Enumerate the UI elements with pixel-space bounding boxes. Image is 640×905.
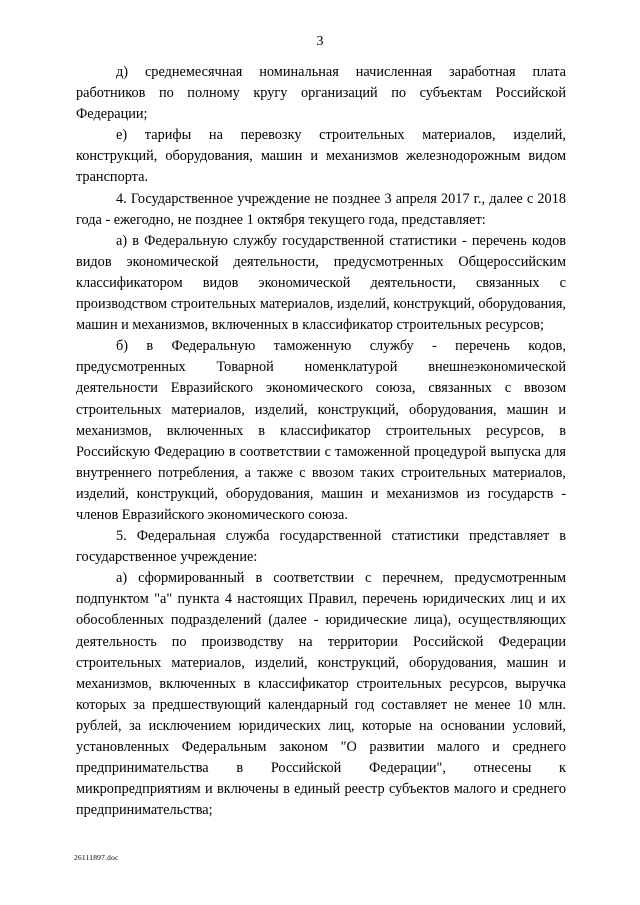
paragraph-5a: а) сформированный в соответствии с перечнем, предусмотренным подпунктом "а" пункта 4 настоящих Правил, перечень юридических лиц и их обособленных подразделений (далее - юридические лица), осуществляющих деятельность по производству на территории Российской Федерации строительных материалов, изделий, конструкций, оборудования, машин и механизмов, включенных в классификатор строительных ресурсов, выручка которых за предшествующий календарный год составляет не менее 10 млн. рублей, за исключением юридических лиц, которые на основании условий, установленных Федеральным законом "О развитии малого и среднего предпринимательства в Российской Федерации", отнесены к микропредприятиям и включены в единый реестр субъектов малого и среднего предпринимательства; bbox=[76, 570, 566, 819]
document-body bbox=[76, 62, 566, 821]
paragraph-5: 5. Федеральная служба государственной статистики представляет в государственное учреждение: bbox=[76, 528, 566, 566]
paragraph-4a: а) в Федеральную службу государственной статистики - перечень кодов видов экономической деятельности, предусмотренных Общероссийским классификатором видов экономической деятельности, связанных с производством строительных материалов, изделий, конструкций, оборудования, машин и механизмов, включенных в классификатор строительных ресурсов; bbox=[76, 232, 566, 334]
paragraph-e: е) тарифы на перевозку строительных материалов, изделий, конструкций, оборудования, машин и механизмов железнодорожным видом транспорта. bbox=[76, 127, 566, 186]
paragraph-4: 4. Государственное учреждение не позднее 3 апреля 2017 г., далее с 2018 года - ежегодно, не позднее 1 октября текущего года, представляет: bbox=[76, 190, 566, 228]
paragraph-d: д) среднемесячная номинальная начисленная заработная плата работников по полному кругу организаций по субъектам Российской Федерации; bbox=[76, 64, 566, 123]
page-number: 3 bbox=[316, 34, 324, 49]
footer-filename: 26111897.doc bbox=[74, 853, 119, 862]
paragraph-4b: б) в Федеральную таможенную службу - перечень кодов, предусмотренных Товарной номенклатурой внешнеэкономической деятельности Евразийского экономического союза, связанных с ввозом строительных материалов, изделий, конструкций, оборудования, машин и механизмов, включенных в классификатор строительных ресурсов, в Российскую Федерацию в соответствии с таможенной процедурой выпуска для внутреннего потребления, а также с ввозом таких строительных материалов, изделий, конструкций, оборудования, машин и механизмов из государств - членов Евразийского экономического союза. bbox=[76, 338, 566, 523]
